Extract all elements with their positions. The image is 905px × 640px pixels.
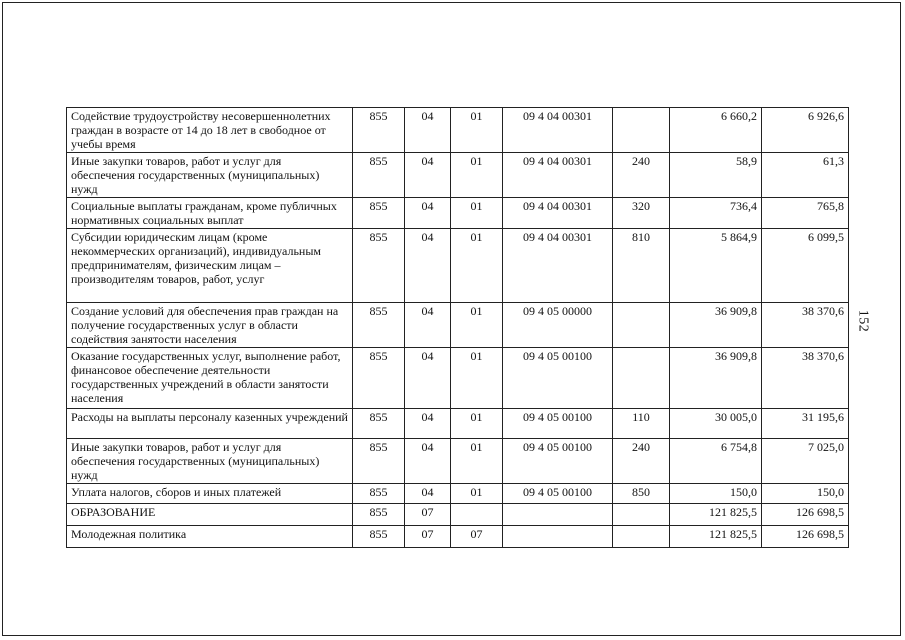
section-code: 04: [405, 198, 451, 229]
target-code: 09 4 05 00000: [503, 303, 613, 348]
target-code: 09 4 05 00100: [503, 439, 613, 484]
row-name: ОБРАЗОВАНИЕ: [67, 504, 353, 526]
target-code: 09 4 05 00100: [503, 484, 613, 504]
target-code: 09 4 04 00301: [503, 198, 613, 229]
page-number: 152: [855, 309, 871, 333]
section-code: 04: [405, 439, 451, 484]
sum-year-2: 38 370,6: [762, 348, 849, 409]
section-code: 04: [405, 409, 451, 439]
row-name: Иные закупки товаров, работ и услуг для обеспечения государственных (муниципальных) нужд: [67, 153, 353, 198]
expense-type-code: [613, 108, 670, 153]
table-row: [67, 439, 849, 484]
ministry-code: 855: [353, 108, 405, 153]
row-name: Создание условий для обеспечения прав граждан на получение государственных услуг в области содействия занятости населения: [67, 303, 353, 348]
expense-type-code: 320: [613, 198, 670, 229]
target-code: 09 4 04 00301: [503, 108, 613, 153]
section-code: 04: [405, 108, 451, 153]
target-code: 09 4 05 00100: [503, 409, 613, 439]
row-name: Расходы на выплаты персоналу казенных учреждений: [67, 409, 353, 439]
ministry-code: 855: [353, 153, 405, 198]
row-name: Субсидии юридическим лицам (кроме некоммерческих организаций), индивидуальным предпринимателям, физическим лицам – производителям товаров, работ, услуг: [67, 229, 353, 303]
row-name: Иные закупки товаров, работ и услуг для обеспечения государственных (муниципальных) нужд: [67, 439, 353, 484]
ministry-code: 855: [353, 198, 405, 229]
table-row: [67, 229, 849, 303]
section-code: 04: [405, 484, 451, 504]
sum-year-1: 58,9: [670, 153, 762, 198]
sum-year-2: 126 698,5: [762, 526, 849, 548]
table-row: [67, 303, 849, 348]
ministry-code: 855: [353, 303, 405, 348]
table-row: [67, 526, 849, 548]
sum-year-2: 38 370,6: [762, 303, 849, 348]
table-row: [67, 504, 849, 526]
table-row: [67, 198, 849, 229]
subsection-code: 01: [451, 348, 503, 409]
section-code: 07: [405, 526, 451, 548]
table-row: [67, 484, 849, 504]
table-row: [67, 348, 849, 409]
sum-year-1: 150,0: [670, 484, 762, 504]
subsection-code: 01: [451, 229, 503, 303]
table-row: [67, 409, 849, 439]
expense-type-code: 850: [613, 484, 670, 504]
sum-year-2: 765,8: [762, 198, 849, 229]
sum-year-1: 6 754,8: [670, 439, 762, 484]
sum-year-2: 6 099,5: [762, 229, 849, 303]
ministry-code: 855: [353, 504, 405, 526]
expense-type-code: [613, 504, 670, 526]
sum-year-1: 121 825,5: [670, 526, 762, 548]
ministry-code: 855: [353, 348, 405, 409]
expense-type-code: 110: [613, 409, 670, 439]
subsection-code: 01: [451, 439, 503, 484]
subsection-code: 01: [451, 108, 503, 153]
section-code: 04: [405, 348, 451, 409]
section-code: 04: [405, 153, 451, 198]
expense-type-code: 810: [613, 229, 670, 303]
expense-type-code: [613, 526, 670, 548]
subsection-code: [451, 504, 503, 526]
ministry-code: 855: [353, 526, 405, 548]
row-name: Социальные выплаты гражданам, кроме публичных нормативных социальных выплат: [67, 198, 353, 229]
expense-type-code: 240: [613, 153, 670, 198]
section-code: 04: [405, 303, 451, 348]
sum-year-1: 5 864,9: [670, 229, 762, 303]
target-code: 09 4 04 00301: [503, 153, 613, 198]
subsection-code: 01: [451, 153, 503, 198]
row-name: Содействие трудоустройству несовершеннолетних граждан в возрасте от 14 до 18 лет в свободное от учебы время: [67, 108, 353, 153]
sum-year-1: 30 005,0: [670, 409, 762, 439]
sum-year-1: 36 909,8: [670, 348, 762, 409]
target-code: [503, 526, 613, 548]
subsection-code: 07: [451, 526, 503, 548]
sum-year-1: 736,4: [670, 198, 762, 229]
row-name: Молодежная политика: [67, 526, 353, 548]
sum-year-1: 36 909,8: [670, 303, 762, 348]
sum-year-2: 61,3: [762, 153, 849, 198]
ministry-code: 855: [353, 484, 405, 504]
expense-type-code: 240: [613, 439, 670, 484]
subsection-code: 01: [451, 484, 503, 504]
subsection-code: 01: [451, 303, 503, 348]
sum-year-2: 126 698,5: [762, 504, 849, 526]
section-code: 04: [405, 229, 451, 303]
ministry-code: 855: [353, 409, 405, 439]
sum-year-1: 6 660,2: [670, 108, 762, 153]
target-code: 09 4 05 00100: [503, 348, 613, 409]
expense-type-code: [613, 303, 670, 348]
table-row: [67, 108, 849, 153]
target-code: [503, 504, 613, 526]
sum-year-2: 7 025,0: [762, 439, 849, 484]
row-name: Оказание государственных услуг, выполнение работ, финансовое обеспечение деятельности государственных учреждений в области занятости населения: [67, 348, 353, 409]
section-code: 07: [405, 504, 451, 526]
sum-year-2: 31 195,6: [762, 409, 849, 439]
subsection-code: 01: [451, 409, 503, 439]
table-row: [67, 153, 849, 198]
sum-year-2: 6 926,6: [762, 108, 849, 153]
ministry-code: 855: [353, 229, 405, 303]
sum-year-2: 150,0: [762, 484, 849, 504]
target-code: 09 4 04 00301: [503, 229, 613, 303]
budget-table: [66, 107, 849, 548]
subsection-code: 01: [451, 198, 503, 229]
ministry-code: 855: [353, 439, 405, 484]
expense-type-code: [613, 348, 670, 409]
sum-year-1: 121 825,5: [670, 504, 762, 526]
row-name: Уплата налогов, сборов и иных платежей: [67, 484, 353, 504]
